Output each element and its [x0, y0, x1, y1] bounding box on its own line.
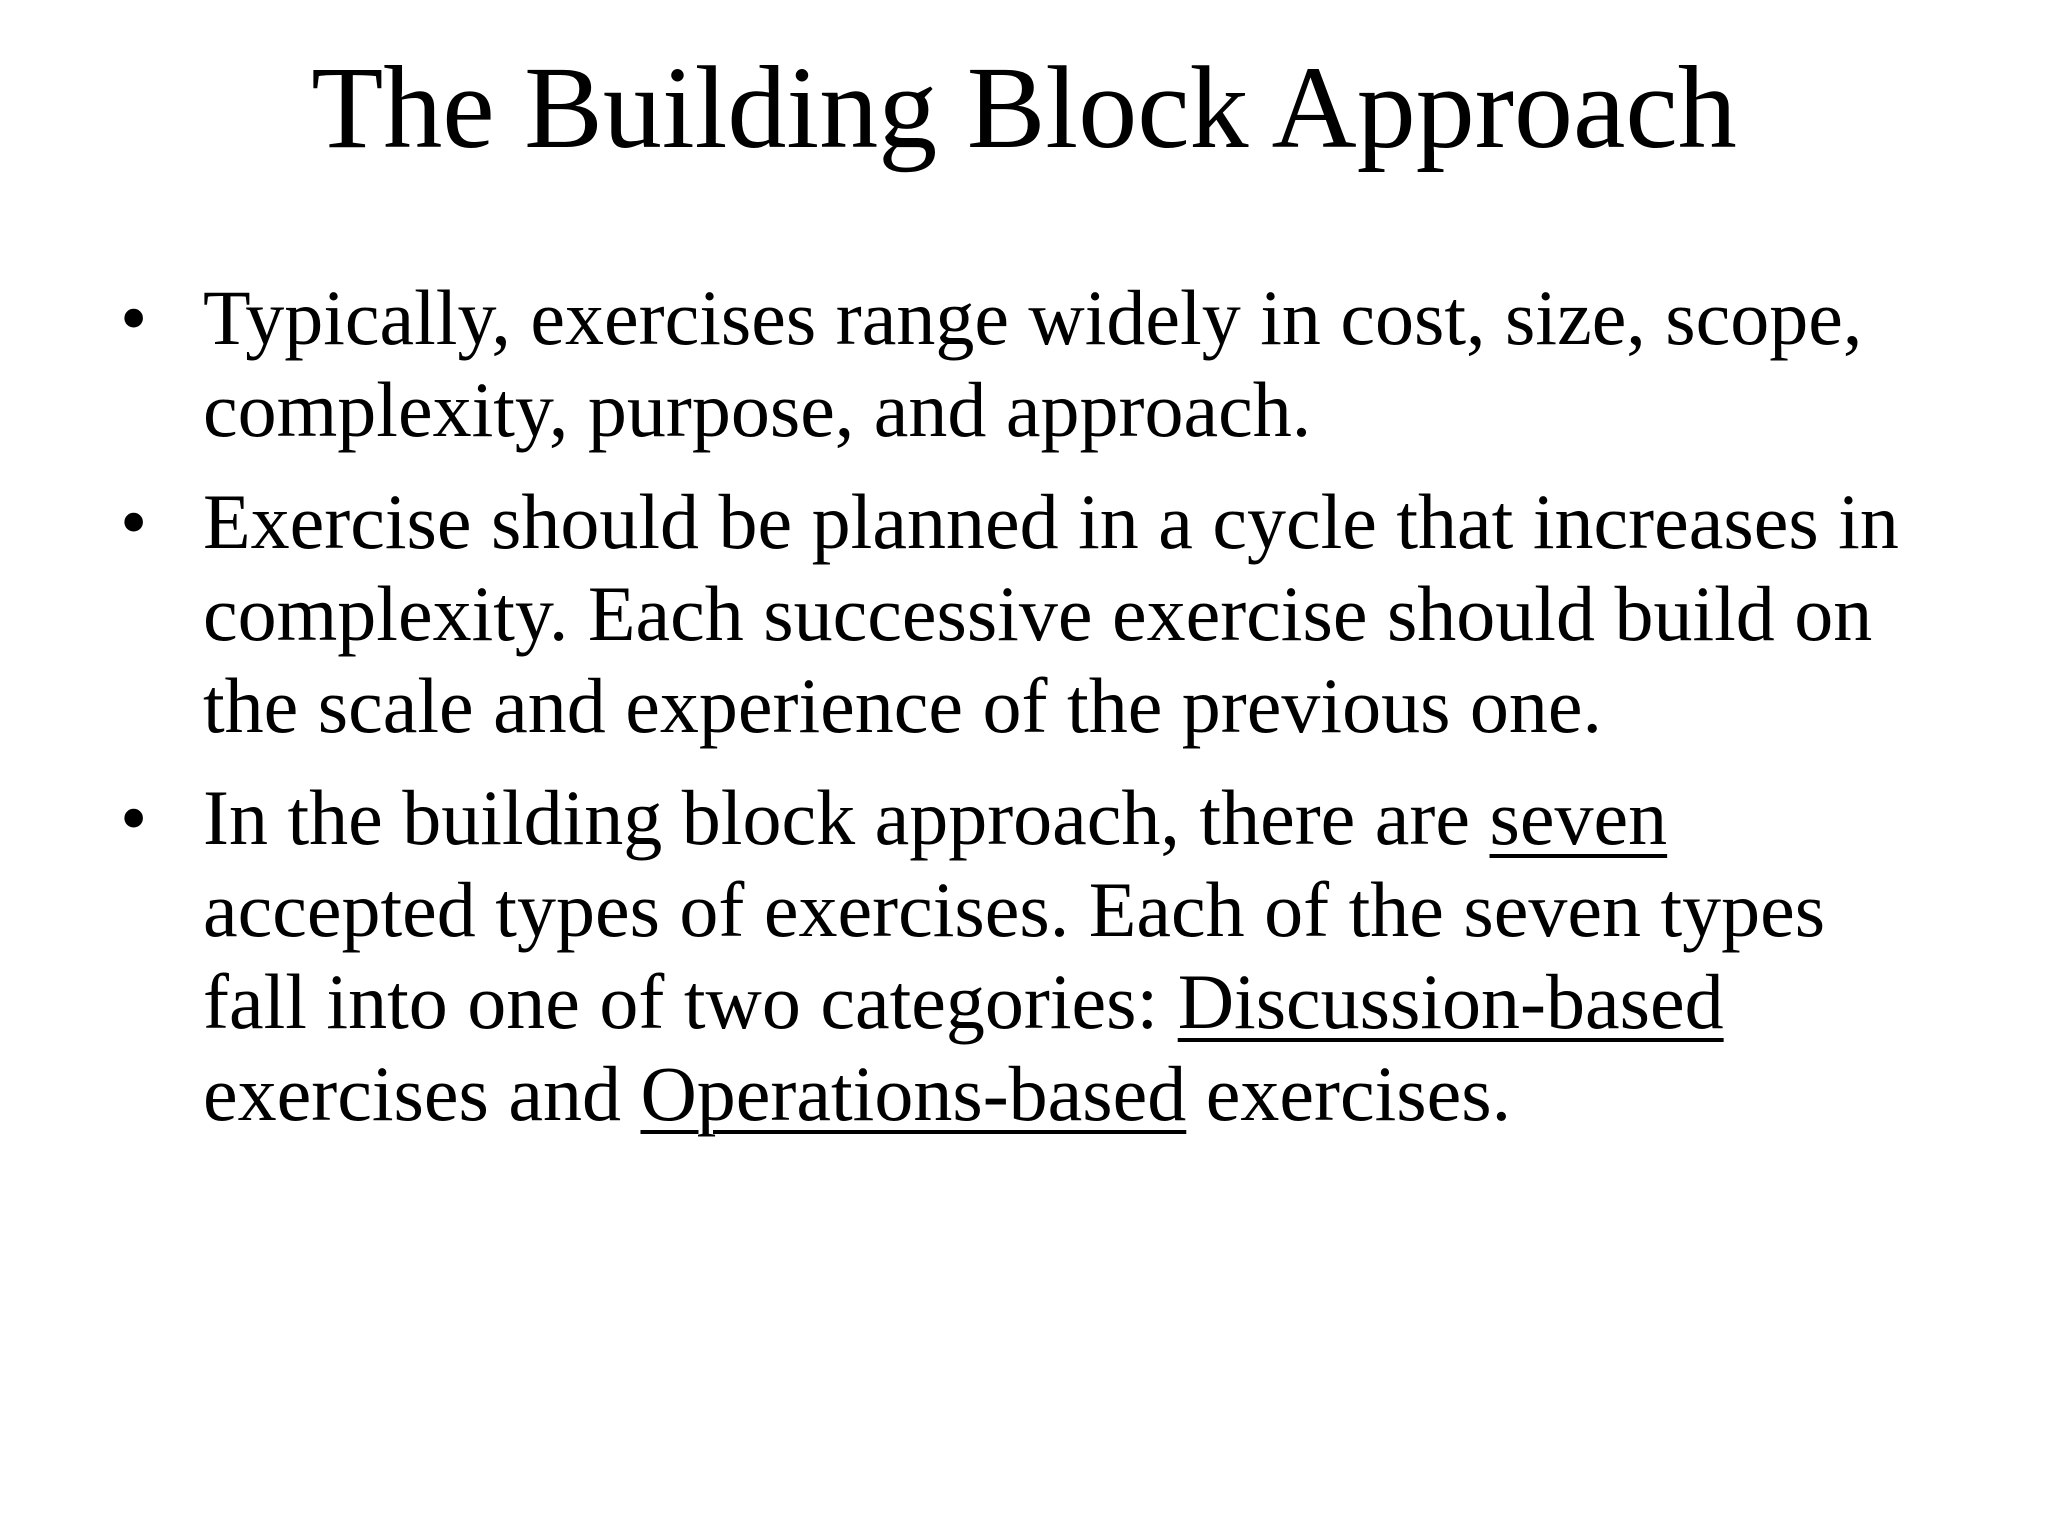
bullet-3-line-3 — [203, 956, 1940, 1048]
bullet-2-line-1: Exercise should be planned in a cycle that increases in — [203, 478, 1899, 565]
bullet-item-1 — [120, 272, 1940, 456]
bullet-2-line-2: complexity. Each successive exercise should build on — [203, 570, 1873, 657]
bullet-icon: • — [120, 774, 148, 861]
bullet-3-text: exercises and — [203, 1050, 641, 1137]
slide-title: The Building Block Approach — [311, 42, 1737, 173]
bullet-1-line-2: complexity, purpose, and approach. — [203, 366, 1312, 453]
bullet-icon: • — [120, 274, 148, 361]
bullet-3-line-1 — [203, 772, 1940, 864]
bullet-item-3 — [120, 772, 1940, 1140]
bullet-icon: • — [120, 478, 148, 565]
bullet-2-line-3: the scale and experience of the previous one. — [203, 662, 1603, 749]
bullet-1-line-1: Typically, exercises range widely in cost, size, scope, — [203, 274, 1863, 361]
bullet-3-text: fall into one of two categories: — [203, 958, 1178, 1045]
bullet-3-text: exercises. — [1186, 1050, 1512, 1137]
bullet-list — [120, 272, 1940, 1160]
bullet-3-text: In the building block approach, there are — [203, 774, 1490, 861]
bullet-3-line-2: accepted types of exercises. Each of the seven types — [203, 866, 1826, 953]
underlined-discussion-based: Discussion-based — [1177, 958, 1724, 1045]
bullet-3-line-4 — [203, 1048, 1940, 1140]
underlined-seven: seven — [1489, 774, 1668, 861]
underlined-operations-based: Operations-based — [640, 1050, 1187, 1137]
bullet-item-2 — [120, 476, 1940, 752]
